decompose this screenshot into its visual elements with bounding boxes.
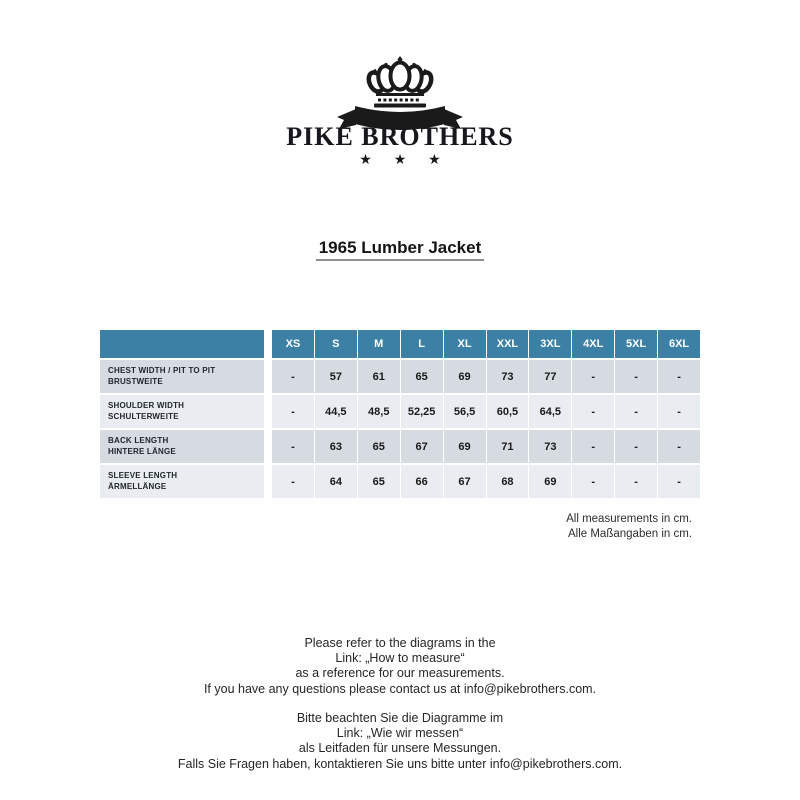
units-note <box>100 512 692 542</box>
column-spacer <box>265 395 271 428</box>
measurement-value-cell: 67 <box>444 465 486 498</box>
table-corner-cell <box>100 330 264 358</box>
size-header-cell: 3XL <box>529 330 571 358</box>
measurement-value-cell: - <box>615 465 657 498</box>
measurement-value-cell: 73 <box>487 360 529 393</box>
footer-line: Falls Sie Fragen haben, kontaktieren Sie uns bitte unter info@pikebrothers.com. <box>177 756 623 771</box>
measurement-value-cell: 52,25 <box>401 395 443 428</box>
row-label-de: SCHULTERWEITE <box>108 411 179 421</box>
row-label-cell <box>100 360 264 393</box>
footer-line: If you have any questions please contact us at info@pikebrothers.com. <box>203 681 597 696</box>
size-header-cell: XXL <box>487 330 529 358</box>
measurement-value-cell: - <box>658 395 700 428</box>
measurement-value-cell: 68 <box>487 465 529 498</box>
size-header-cell: XL <box>444 330 486 358</box>
size-header-cell: S <box>315 330 357 358</box>
brand-stars-icon: ★ ★ ★ <box>359 151 441 167</box>
measurement-value-cell: 60,5 <box>487 395 529 428</box>
size-header-cell: M <box>358 330 400 358</box>
column-spacer <box>265 360 271 393</box>
row-label-de: BRUSTWEITE <box>108 376 163 386</box>
row-label-en: BACK LENGTH <box>108 435 169 445</box>
measurement-value-cell: 69 <box>444 430 486 463</box>
measurement-value-cell: - <box>272 465 314 498</box>
title-row <box>0 238 800 261</box>
measurement-value-cell: 66 <box>401 465 443 498</box>
measurement-value-cell: - <box>615 395 657 428</box>
measurement-value-cell: - <box>615 360 657 393</box>
measurement-value-cell: 56,5 <box>444 395 486 428</box>
measurement-value-cell: 77 <box>529 360 571 393</box>
measurement-value-cell: - <box>572 465 614 498</box>
measurement-value-cell: - <box>272 360 314 393</box>
footer-line: Link: „Wie wir messen“ <box>336 726 464 741</box>
measurement-value-cell: 48,5 <box>358 395 400 428</box>
footer-line: Link: „How to measure“ <box>335 651 465 666</box>
measurement-value-cell: - <box>572 360 614 393</box>
row-label-de: HINTERE LÄNGE <box>108 446 176 456</box>
footer-line: Please refer to the diagrams in the <box>304 636 496 650</box>
measurement-value-cell: 69 <box>444 360 486 393</box>
measurement-value-cell: 69 <box>529 465 571 498</box>
column-spacer <box>265 430 271 463</box>
measurement-value-cell: 73 <box>529 430 571 463</box>
row-label-en: SLEEVE LENGTH <box>108 470 178 480</box>
brand-name: PIKE BROTHERS <box>286 122 514 151</box>
size-chart-table <box>100 330 700 498</box>
column-spacer <box>265 330 271 358</box>
units-note-line: Alle Maßangaben in cm. <box>567 528 692 540</box>
footer-line: Bitte beachten Sie die Diagramme im <box>296 711 504 725</box>
measurement-value-cell: - <box>658 360 700 393</box>
size-header-cell: 4XL <box>572 330 614 358</box>
measurement-value-cell: - <box>658 430 700 463</box>
footer-english <box>0 636 800 697</box>
row-label-cell <box>100 430 264 463</box>
footer-line: als Leitfaden für unsere Messungen. <box>298 741 502 756</box>
size-header-cell: XS <box>272 330 314 358</box>
measurement-value-cell: 71 <box>487 430 529 463</box>
measurement-value-cell: - <box>615 430 657 463</box>
measurement-value-cell: - <box>272 395 314 428</box>
measurement-value-cell: - <box>572 430 614 463</box>
row-label-cell <box>100 395 264 428</box>
measurement-value-cell: 64,5 <box>529 395 571 428</box>
size-header-cell: 5XL <box>615 330 657 358</box>
row-label-en: CHEST WIDTH / PIT TO PIT <box>108 365 216 375</box>
measurement-value-cell: 65 <box>358 430 400 463</box>
page-title: 1965 Lumber Jacket <box>316 238 485 261</box>
size-header-cell: 6XL <box>658 330 700 358</box>
row-label-de: ÄRMELLÄNGE <box>108 481 167 491</box>
measurement-value-cell: 65 <box>401 360 443 393</box>
measurement-value-cell: 57 <box>315 360 357 393</box>
measurement-value-cell: 44,5 <box>315 395 357 428</box>
footer-line: as a reference for our measurements. <box>295 666 505 681</box>
measurement-value-cell: 61 <box>358 360 400 393</box>
measurement-value-cell: 64 <box>315 465 357 498</box>
units-note-line: All measurements in cm. <box>566 513 692 525</box>
column-spacer <box>265 465 271 498</box>
measurement-value-cell: - <box>572 395 614 428</box>
size-header-cell: L <box>401 330 443 358</box>
measurement-value-cell: - <box>272 430 314 463</box>
measurement-value-cell: 63 <box>315 430 357 463</box>
row-label-en: SHOULDER WIDTH <box>108 400 185 410</box>
measurement-value-cell: 67 <box>401 430 443 463</box>
footer-german <box>0 711 800 772</box>
measurement-value-cell: 65 <box>358 465 400 498</box>
measurement-value-cell: - <box>658 465 700 498</box>
row-label-cell <box>100 465 264 498</box>
